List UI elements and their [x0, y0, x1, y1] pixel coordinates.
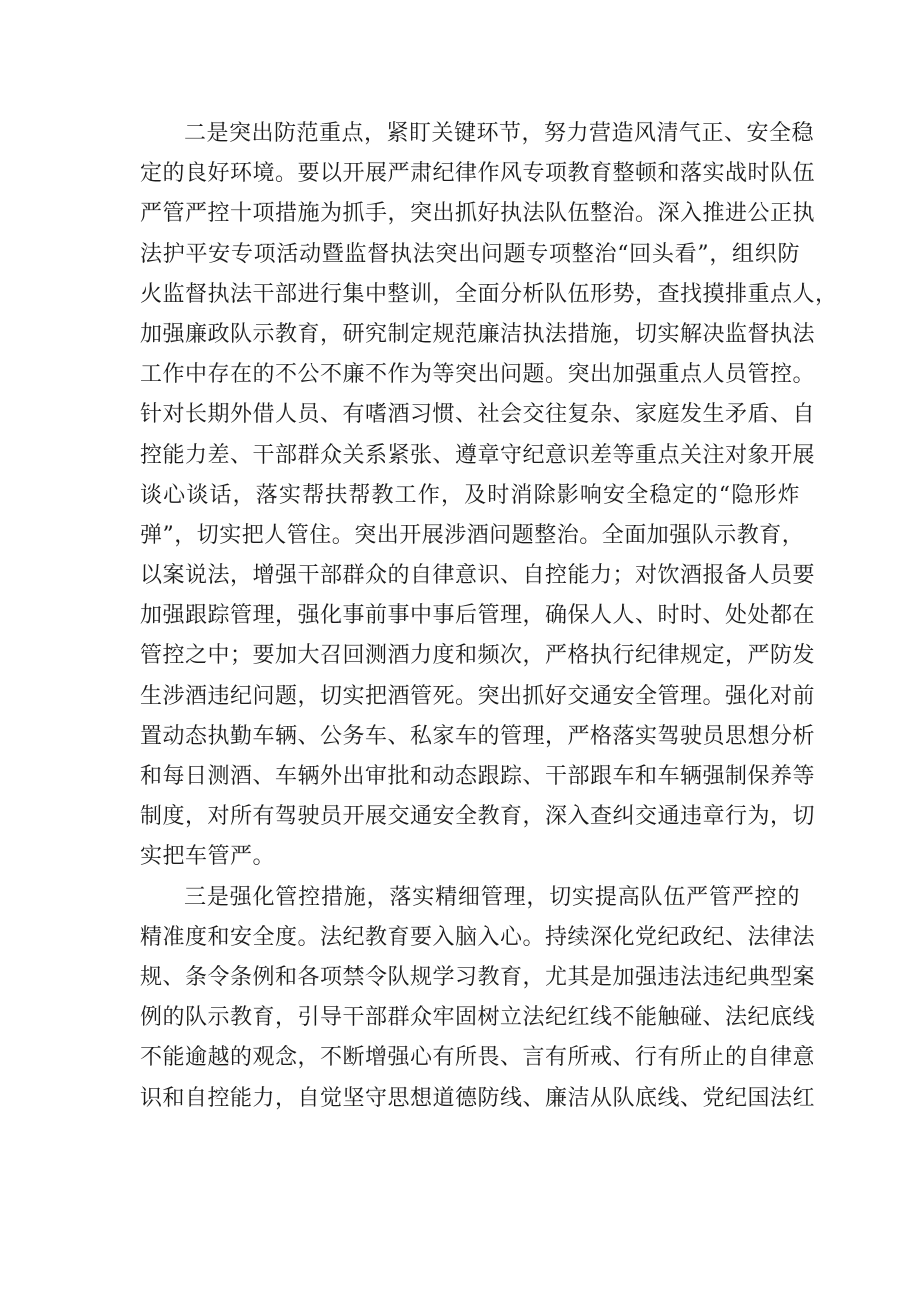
paragraph-line: 法护平安专项活动暨监督执法突出问题专项整治“回头看”，组织防 — [140, 241, 800, 267]
paragraph — [140, 114, 838, 878]
paragraph-line: 不能逾越的观念，不断增强心有所畏、言有所戒、行有所止的自律意 — [140, 1045, 816, 1071]
paragraph-line: 加强廉政队示教育，研究制定规范廉洁执法措施，切实解决监督执法 — [140, 321, 816, 347]
paragraph-line: 控能力差、干部群众关系紧张、遵章守纪意识差等重点关注对象开展 — [140, 442, 816, 468]
paragraph-line: 针对长期外借人员、有嗜酒习惯、社会交往复杂、家庭发生矛盾、自 — [140, 402, 816, 428]
paragraph-line: 置动态执勤车辆、公务车、私家车的管理，严格落实驾驶员思想分析 — [140, 723, 816, 749]
paragraph-line: 三是强化管控措施，落实精细管理，切实提高队伍严管严控的 — [184, 884, 800, 910]
paragraph-line: 严管严控十项措施为抓手，突出抓好执法队伍整治。深入推进公正执 — [140, 201, 816, 227]
paragraph-line: 定的良好环境。要以开展严肃纪律作风专项教育整顿和落实战时队伍 — [140, 161, 816, 187]
paragraph — [140, 878, 816, 1119]
paragraph-line: 加强跟踪管理，强化事前事中事后管理，确保人人、时时、处处都在 — [140, 603, 816, 629]
paragraph-line: 制度，对所有驾驶员开展交通安全教育，深入查纠交通违章行为，切 — [140, 804, 816, 830]
paragraph-line: 实把车管严。 — [140, 844, 276, 870]
paragraph-line: 例的队示教育，引导干部群众牢固树立法纪红线不能触碰、法纪底线 — [140, 1005, 816, 1031]
paragraph-line: 和每日测酒、车辆外出审批和动态跟踪、干部跟车和车辆强制保养等 — [140, 764, 816, 789]
paragraph-line: 工作中存在的不公不廉不作为等突出问题。突出加强重点人员管控。 — [140, 362, 816, 388]
paragraph-line: 精准度和安全度。法纪教育要入脑入心。持续深化党纪政纪、法律法 — [140, 924, 816, 950]
paragraph-line: 火监督执法干部进行集中整训，全面分析队伍形势，查找摸排重点人， — [140, 281, 838, 307]
paragraph-line: 识和自控能力，自觉坚守思想道德防线、廉洁从队底线、党纪国法红 — [140, 1085, 816, 1111]
paragraph-line: 二是突出防范重点，紧盯关键环节，努力营造风清气正、安全稳 — [184, 121, 815, 146]
paragraph-line: 规、条令条例和各项禁令队规学习教育，尤其是加强违法违纪典型案 — [140, 964, 816, 990]
paragraph-line: 弹”，切实把人管住。突出开展涉酒问题整治。全面加强队示教育， — [140, 522, 805, 548]
paragraph-line: 谈心谈话，落实帮扶帮教工作，及时消除影响安全稳定的“隐形炸 — [140, 482, 800, 508]
document-body — [140, 114, 838, 1119]
paragraph-line: 管控之中；要加大召回测酒力度和频次，严格执行纪律规定，严防发 — [140, 643, 816, 669]
paragraph-line: 以案说法，增强干部群众的自律意识、自控能力；对饮酒报备人员要 — [140, 563, 816, 589]
paragraph-line: 生涉酒违纪问题，切实把酒管死。突出抓好交通安全管理。强化对前 — [140, 683, 816, 709]
